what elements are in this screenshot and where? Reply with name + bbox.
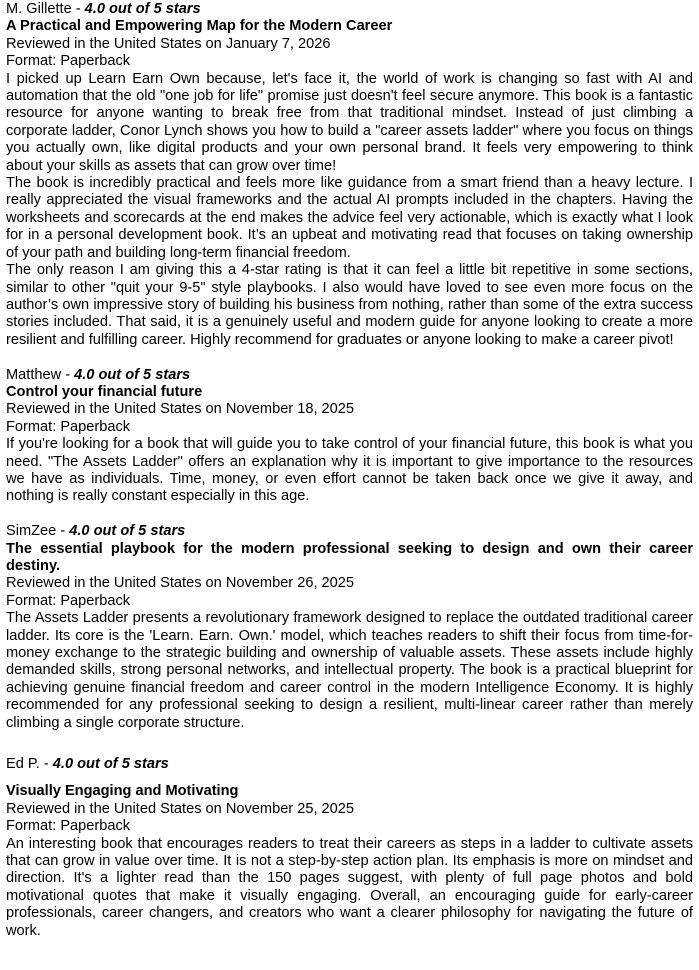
review-2 (6, 367, 693, 506)
star-rating: 4.0 out of 5 stars (69, 523, 186, 540)
review-paragraph: If you're looking for a book that will guide you to take control of your financial future, this book is what you need. "The Assets Ladder" offers an explanation why it is important to give importance to the resources we have as individuals. Time, money, or even effort cannot be taken back once we give it away, and nothing is really constant especially in this age. (6, 436, 693, 505)
byline-separator: - (71, 1, 85, 17)
reviewer-name[interactable]: Matthew (6, 366, 62, 383)
review-title[interactable]: Visually Engaging and Motivating (6, 783, 239, 800)
reviewer-name[interactable]: M. Gillette (6, 1, 72, 17)
review-spacer (6, 732, 693, 756)
review-title[interactable]: A Practical and Empowering Map for the Modern Career (6, 18, 393, 35)
review-paragraph: The only reason I am giving this a 4-star rating is that it can feel a little bit repetitive in some sections, similar to other "quit your 9-5" style playbooks. I also would have loved to see even more focus on the author’s own impressive story of building his business from nothing, rather than some of the extra success stories included. That said, it is a genuinely useful and modern guide for anyone looking to create a more resilient and fulfilling career. Highly recommend for graduates or anyone looking to make a career pivot! (6, 262, 693, 348)
review-format: Format: Paperback (6, 592, 131, 609)
review-format: Format: Paperback (6, 418, 131, 435)
review-paragraph: The book is incredibly practical and feels more like guidance from a smart friend than a heavy lecture. I really appreciated the visual frameworks and the actual AI prompts included in the chapters. Having the worksheets and scorecards at the end makes the advice feel very actionable, which is exactly what I look for in a personal development book. It’s an upbeat and motivating read that focuses on taking ownership of your path and building long-term financial freedom. (6, 175, 693, 261)
review-byline (6, 1, 693, 18)
review-4 (6, 756, 693, 940)
review-spacer (6, 349, 693, 366)
review-3 (6, 523, 693, 732)
star-rating: 4.0 out of 5 stars (84, 1, 201, 17)
review-date: Reviewed in the United States on November 26, 2025 (6, 575, 355, 592)
title-spacer (6, 773, 693, 783)
review-format: Format: Paperback (6, 53, 131, 70)
review-title[interactable]: Control your financial future (6, 383, 203, 400)
review-paragraph: An interesting book that encourages readers to treat their careers as steps in a ladder to cultivate assets that can grow in value over time. It is not a step-by-step action plan. Its emphasis is more on mindset and direction. It's a lighter read than the 150 pages suggest, with plenty of full page photos and bold motivational quotes that make it visually engaging. Overall, an encouraging guide for early-career professionals, career changers, and creators who want a clearer philosophy for navigating the future of work. (6, 835, 693, 939)
reviewer-name[interactable]: SimZee (6, 523, 57, 540)
star-rating: 4.0 out of 5 stars (74, 366, 191, 383)
review-paragraph: The Assets Ladder presents a revolutionary framework designed to replace the outdated traditional career ladder. Its core is the 'Learn. Earn. Own.' model, which teaches readers to shift their focus from time-for-money exchange to the strategic building and ownership of valuable assets. These assets include highly demanded skills, strong personal networks, and intellectual property. The book is a practical blueprint for achieving genuine financial freedom and career control in the modern Intelligence Economy. It is highly recommended for any professional seeking to design a resilient, multi-linear career rather than merely climbing a single corporate structure. (6, 610, 693, 731)
review-1 (6, 1, 693, 349)
byline-separator: - (61, 366, 75, 383)
byline-separator: - (39, 756, 53, 773)
review-byline (6, 523, 693, 540)
review-date: Reviewed in the United States on November 25, 2025 (6, 800, 355, 817)
review-byline (6, 756, 693, 773)
review-format: Format: Paperback (6, 818, 131, 835)
review-spacer (6, 506, 693, 523)
review-title[interactable]: The essential playbook for the modern professional seeking to design and own their career destiny. (6, 540, 693, 574)
review-date: Reviewed in the United States on January 7, 2026 (6, 35, 331, 52)
review-byline (6, 367, 693, 384)
review-date: Reviewed in the United States on November 18, 2025 (6, 401, 355, 418)
byline-separator: - (56, 523, 70, 540)
review-paragraph: I picked up Learn Earn Own because, let's face it, the world of work is changing so fast with AI and automation that the old "one job for life" promise just doesn't feel secure anymore. This book is a fantastic resource for anyone wanting to break free from that traditional mindset. Instead of just climbing a corporate ladder, Conor Lynch shows you how to build a "career assets ladder" where you focus on things you actually own, like digital products and your own personal brand. It feels very empowering to think about your skills as assets that can grow over time! (6, 70, 693, 174)
reviewer-name[interactable]: Ed P. (6, 756, 40, 773)
star-rating: 4.0 out of 5 stars (52, 756, 169, 773)
